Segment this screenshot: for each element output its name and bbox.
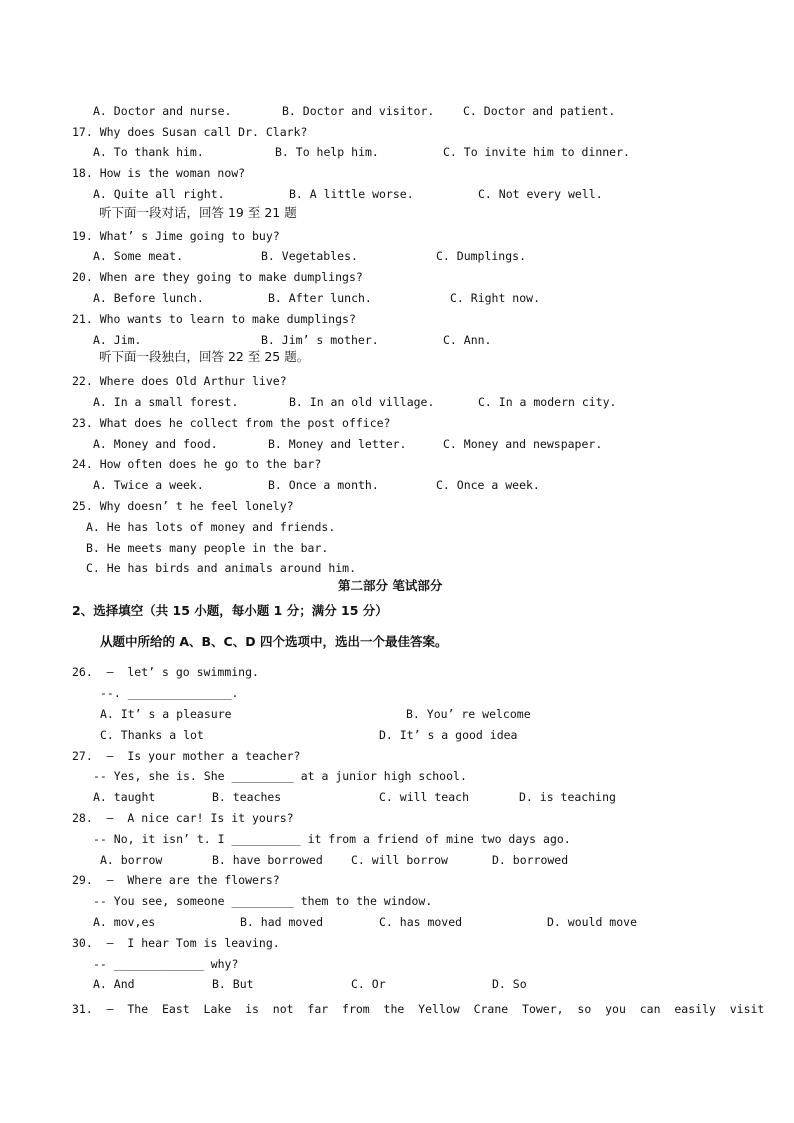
q25-option-b: B. He meets many people in the bar.	[86, 541, 329, 555]
q19-option-b: B. Vegetables.	[261, 249, 358, 263]
question-26: 26. ― let’ s go swimming.	[72, 665, 259, 679]
q22-option-a: A. In a small forest.	[93, 395, 239, 409]
q27-option-c: C. will teach	[379, 790, 470, 804]
q23-option-c: C. Money and newspaper.	[443, 437, 603, 451]
section-instruction: 从题中所给的 A、B、C、D 四个选项中，选出一个最佳答案。	[100, 634, 448, 649]
question-18: 18. How is the woman now?	[72, 166, 246, 180]
q26-option-b: B. You’ re welcome	[406, 707, 531, 721]
q19-option-c: C. Dumplings.	[436, 249, 527, 263]
q23-option-b: B. Money and letter.	[268, 437, 407, 451]
q17-option-a: A. To thank him.	[93, 145, 204, 159]
q29-option-b: B. had moved	[240, 915, 324, 929]
q24-option-c: C. Once a week.	[436, 478, 540, 492]
q25-option-c: C. He has birds and animals around him.	[86, 561, 357, 575]
q27-option-b: B. teaches	[212, 790, 282, 804]
q16-option-b: B. Doctor and visitor.	[282, 104, 435, 118]
q26-reply: --. _______________.	[100, 686, 239, 700]
q20-option-c: C. Right now.	[450, 291, 541, 305]
q16-option-a: A. Doctor and nurse.	[93, 104, 232, 118]
q28-reply: -- No, it isn’ t. I __________ it from a friend of mine two days ago.	[93, 832, 571, 846]
q28-option-a: A. borrow	[100, 853, 163, 867]
q28-option-c: C. will borrow	[351, 853, 448, 867]
question-17: 17. Why does Susan call Dr. Clark?	[72, 125, 308, 139]
question-24: 24. How often does he go to the bar?	[72, 457, 322, 471]
question-21: 21. Who wants to learn to make dumplings?	[72, 312, 356, 326]
section-title: 2、选择填空（共 15 小题，每小题 1 分；满分 15 分）	[72, 603, 388, 618]
q30-option-d: D. So	[492, 977, 527, 991]
q17-option-b: B. To help him.	[275, 145, 379, 159]
question-20: 20. When are they going to make dumplings?	[72, 270, 363, 284]
q27-option-a: A. taught	[93, 790, 156, 804]
q28-option-b: B. have borrowed	[212, 853, 323, 867]
q30-option-a: A. And	[93, 977, 135, 991]
instruction-19-21: 听下面一段对话，回答 19 至 21 题	[99, 205, 297, 220]
question-29: 29. ― Where are the flowers?	[72, 873, 280, 887]
q19-option-a: A. Some meat.	[93, 249, 184, 263]
q29-option-c: C. has moved	[379, 915, 463, 929]
q22-option-c: C. In a modern city.	[478, 395, 617, 409]
question-19: 19. What’ s Jime going to buy?	[72, 229, 280, 243]
q20-option-b: B. After lunch.	[268, 291, 372, 305]
question-28: 28. ― A nice car! Is it yours?	[72, 811, 294, 825]
q30-option-b: B. But	[212, 977, 254, 991]
q21-option-b: B. Jim’ s mother.	[261, 333, 379, 347]
question-27: 27. ― Is your mother a teacher?	[72, 749, 301, 763]
q18-option-a: A. Quite all right.	[93, 187, 225, 201]
q18-option-c: C. Not every well.	[478, 187, 603, 201]
q29-option-d: D. would move	[547, 915, 638, 929]
q26-option-a: A. It’ s a pleasure	[100, 707, 232, 721]
q24-option-b: B. Once a month.	[268, 478, 379, 492]
q30-reply: -- _____________ why?	[93, 957, 239, 971]
q29-option-a: A. mov,es	[93, 915, 156, 929]
q27-reply: -- Yes, she is. She _________ at a junior high school.	[93, 769, 467, 783]
q25-option-a: A. He has lots of money and friends.	[86, 520, 336, 534]
q27-option-d: D. is teaching	[519, 790, 616, 804]
q18-option-b: B. A little worse.	[289, 187, 414, 201]
q30-option-c: C. Or	[351, 977, 386, 991]
q17-option-c: C. To invite him to dinner.	[443, 145, 630, 159]
question-25: 25. Why doesn’ t he feel lonely?	[72, 499, 294, 513]
q26-option-d: D. It’ s a good idea	[379, 728, 518, 742]
q22-option-b: B. In an old village.	[289, 395, 435, 409]
q24-option-a: A. Twice a week.	[93, 478, 204, 492]
instruction-22-25: 听下面一段独白，回答 22 至 25 题。	[99, 349, 310, 364]
question-30: 30. ― I hear Tom is leaving.	[72, 936, 280, 950]
q23-option-a: A. Money and food.	[93, 437, 218, 451]
q26-option-c: C. Thanks a lot	[100, 728, 204, 742]
q28-option-d: D. borrowed	[492, 853, 569, 867]
q21-option-c: C. Ann.	[443, 333, 492, 347]
question-23: 23. What does he collect from the post office?	[72, 416, 391, 430]
q29-reply: -- You see, someone _________ them to the window.	[93, 894, 433, 908]
q21-option-a: A. Jim.	[93, 333, 142, 347]
part-heading: 第二部分 笔试部分	[338, 578, 443, 593]
question-22: 22. Where does Old Arthur live?	[72, 374, 287, 388]
question-31: 31. ― The East Lake is not far from the Yellow Crane Tower, so you can easily visit	[72, 1002, 765, 1016]
q16-option-c: C. Doctor and patient.	[463, 104, 616, 118]
q20-option-a: A. Before lunch.	[93, 291, 204, 305]
